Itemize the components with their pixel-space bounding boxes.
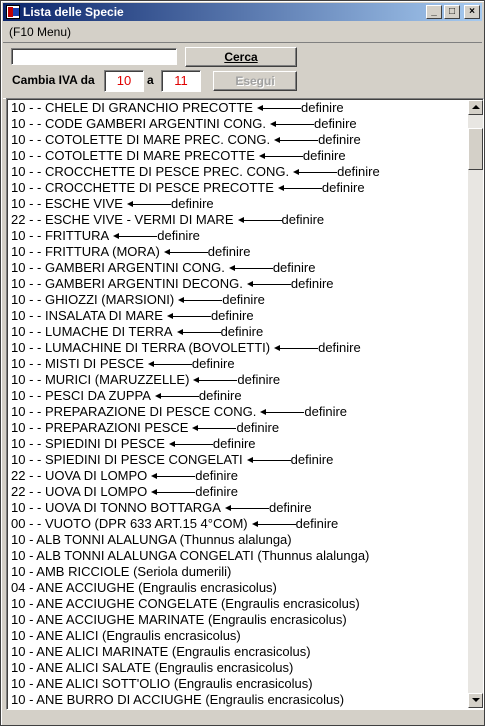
list-item-note: definire bbox=[304, 404, 348, 419]
list-item-text: 10 - - PESCI DA ZUPPA bbox=[11, 388, 151, 403]
list-item[interactable] bbox=[11, 468, 463, 484]
list-item-text: 10 - - MURICI (MARUZZELLE) bbox=[11, 372, 190, 387]
list-item[interactable] bbox=[11, 564, 463, 580]
list-item-text: 10 - - UOVA DI TONNO BOTTARGA bbox=[11, 500, 221, 515]
list-item-text: 10 - - CROCCHETTE DI PESCE PREC. CONG. bbox=[11, 164, 290, 179]
vertical-scrollbar[interactable] bbox=[468, 100, 483, 708]
list-item-note: definire bbox=[295, 516, 339, 531]
menu-hint[interactable]: (F10 Menu) bbox=[9, 25, 72, 39]
list-item[interactable] bbox=[11, 228, 463, 244]
left-arrow-icon bbox=[151, 484, 195, 500]
list-item-note: definire bbox=[272, 260, 316, 275]
left-arrow-icon bbox=[164, 244, 208, 260]
list-item-text: 10 - - INSALATA DI MARE bbox=[11, 308, 163, 323]
list-item-note: definire bbox=[337, 164, 380, 179]
list-item[interactable] bbox=[11, 292, 463, 308]
left-arrow-icon bbox=[127, 196, 171, 212]
list-item-note: definire bbox=[195, 468, 238, 483]
list-item-text: 10 - ALB TONNI ALALUNGA (Thunnus alalunga) bbox=[11, 532, 292, 547]
list-item-text: 10 - - CROCCHETTE DI PESCE PRECOTTE bbox=[11, 180, 274, 195]
status-strip bbox=[3, 710, 482, 723]
list-item-text: 10 - - PREPARAZIONE DI PESCE CONG. bbox=[11, 404, 257, 419]
left-arrow-icon bbox=[113, 228, 157, 244]
list-item-note: definire bbox=[191, 356, 235, 371]
list-item-note: definire bbox=[198, 388, 242, 403]
list-item-note: definire bbox=[220, 324, 264, 339]
list-item[interactable] bbox=[11, 660, 463, 676]
list-item[interactable] bbox=[11, 628, 463, 644]
left-arrow-icon bbox=[229, 260, 273, 276]
list-item[interactable] bbox=[11, 148, 463, 164]
list-item[interactable] bbox=[11, 516, 463, 532]
list-item-text: 10 - ANE ALICI SALATE (Engraulis encrasicolus) bbox=[11, 660, 294, 675]
search-input[interactable] bbox=[11, 48, 177, 65]
list-item-text: 10 - - GAMBERI ARGENTINI CONG. bbox=[11, 260, 225, 275]
list-item[interactable] bbox=[11, 436, 463, 452]
list-item[interactable] bbox=[11, 580, 463, 596]
list-item-text: 10 - AMB RICCIOLE (Seriola dumerili) bbox=[11, 564, 232, 579]
list-item[interactable] bbox=[11, 324, 463, 340]
list-item-note: definire bbox=[210, 308, 254, 323]
left-arrow-icon bbox=[257, 100, 301, 116]
list-item[interactable] bbox=[11, 164, 463, 180]
execute-button[interactable]: Esegui bbox=[213, 71, 297, 91]
list-item[interactable] bbox=[11, 404, 463, 420]
minimize-button[interactable] bbox=[426, 5, 442, 19]
list-item-text: 10 - - SPIEDINI DI PESCE bbox=[11, 436, 165, 451]
left-arrow-icon bbox=[270, 116, 314, 132]
scroll-up-arrow-icon[interactable] bbox=[468, 100, 483, 115]
list-item-text: 10 - - CODE GAMBERI ARGENTINI CONG. bbox=[11, 116, 266, 131]
list-item-text: 10 - - LUMACHE DI TERRA bbox=[11, 324, 173, 339]
list-item-text: 10 - - GHIOZZI (MARSIONI) bbox=[11, 292, 175, 307]
list-item-text: 10 - ANE ALICI (Engraulis encrasicolus) bbox=[11, 628, 241, 643]
left-arrow-icon bbox=[192, 420, 236, 436]
list-item-text: 10 - - COTOLETTE DI MARE PRECOTTE bbox=[11, 148, 255, 163]
maximize-button[interactable] bbox=[444, 5, 460, 19]
left-arrow-icon bbox=[247, 276, 291, 292]
list-item-text: 00 - - VUOTO (DPR 633 ART.15 4°COM) bbox=[11, 516, 248, 531]
list-item-note: definire bbox=[195, 484, 238, 499]
list-item[interactable] bbox=[11, 388, 463, 404]
list-item-note: definire bbox=[212, 436, 256, 451]
list-item[interactable] bbox=[11, 132, 463, 148]
left-arrow-icon bbox=[252, 516, 296, 532]
list-item-text: 10 - ANE ACCIUGHE CONGELATE (Engraulis encrasicolus) bbox=[11, 596, 360, 611]
list-item[interactable] bbox=[11, 276, 463, 292]
left-arrow-icon bbox=[155, 388, 199, 404]
list-item-text: 10 - ALB TONNI ALALUNGA CONGELATI (Thunnus alalunga) bbox=[11, 548, 370, 563]
left-arrow-icon bbox=[238, 212, 282, 228]
list-item-note: definire bbox=[268, 500, 312, 515]
list-item-note: definire bbox=[290, 276, 334, 291]
left-arrow-icon bbox=[247, 452, 291, 468]
left-arrow-icon bbox=[278, 180, 322, 196]
list-item[interactable] bbox=[11, 116, 463, 132]
list-item-text: 10 - - GAMBERI ARGENTINI DECONG. bbox=[11, 276, 243, 291]
list-item-text: 22 - - UOVA DI LOMPO bbox=[11, 468, 148, 483]
list-item[interactable] bbox=[11, 196, 463, 212]
list-item-note: definire bbox=[170, 196, 214, 211]
list-item[interactable] bbox=[11, 692, 463, 708]
list-item[interactable] bbox=[11, 676, 463, 692]
left-arrow-icon bbox=[225, 500, 269, 516]
left-arrow-icon bbox=[177, 324, 221, 340]
list-item-text: 10 - - ESCHE VIVE bbox=[11, 196, 123, 211]
list-item[interactable] bbox=[11, 596, 463, 612]
left-arrow-icon bbox=[274, 340, 318, 356]
list-item[interactable] bbox=[11, 372, 463, 388]
search-button[interactable] bbox=[185, 47, 297, 67]
left-arrow-icon bbox=[148, 356, 192, 372]
maximize-icon: □ bbox=[448, 6, 456, 17]
close-button[interactable] bbox=[464, 5, 480, 19]
list-item[interactable] bbox=[11, 356, 463, 372]
iva-separator-label: a bbox=[147, 73, 154, 87]
left-arrow-icon bbox=[260, 404, 304, 420]
list-item[interactable] bbox=[11, 100, 463, 116]
list-item-note: definire bbox=[290, 452, 334, 467]
list-item[interactable] bbox=[11, 548, 463, 564]
search-button-label: Cerca bbox=[224, 50, 258, 64]
list-item-note: definire bbox=[237, 372, 281, 387]
iva-label: Cambia IVA da bbox=[12, 73, 95, 87]
list-item-note: definire bbox=[207, 244, 251, 259]
left-arrow-icon bbox=[193, 372, 237, 388]
list-item-note: definire bbox=[300, 100, 344, 115]
list-item-text: 10 - - FRITTURA (MORA) bbox=[11, 244, 160, 259]
list-item-note: definire bbox=[318, 132, 361, 147]
list-item[interactable] bbox=[11, 644, 463, 660]
title-bar[interactable] bbox=[3, 3, 482, 21]
list-item-text: 22 - - ESCHE VIVE - VERMI DI MARE bbox=[11, 212, 234, 227]
list-item[interactable] bbox=[11, 420, 463, 436]
list-item-text: 10 - ANE ALICI SOTT'OLIO (Engraulis encrasicolus) bbox=[11, 676, 313, 691]
list-item-note: definire bbox=[302, 148, 346, 163]
list-item[interactable] bbox=[11, 244, 463, 260]
list-item-note: definire bbox=[236, 420, 280, 435]
list-item[interactable] bbox=[11, 500, 463, 516]
list-item[interactable] bbox=[11, 532, 463, 548]
app-icon[interactable] bbox=[6, 5, 20, 19]
list-item-note: definire bbox=[222, 292, 265, 307]
list-item-text: 04 - ANE ACCIUGHE (Engraulis encrasicolus) bbox=[11, 580, 277, 595]
list-item-text: 10 - ANE BURRO DI ACCIUGHE (Engraulis encrasicolus) bbox=[11, 692, 345, 707]
list-item-note: definire bbox=[157, 228, 200, 243]
species-list-rows bbox=[11, 100, 463, 708]
minimize-icon: _ bbox=[431, 6, 437, 17]
list-item-text: 10 - ANE ALICI MARINATE (Engraulis encrasicolus) bbox=[11, 644, 311, 659]
list-item[interactable] bbox=[11, 612, 463, 628]
close-icon: × bbox=[469, 6, 475, 17]
scroll-down-arrow-icon[interactable] bbox=[468, 693, 483, 708]
list-item-text: 10 - - CHELE DI GRANCHIO PRECOTTE bbox=[11, 100, 253, 115]
list-item-text: 10 - - MISTI DI PESCE bbox=[11, 356, 144, 371]
list-item[interactable] bbox=[11, 484, 463, 500]
list-item[interactable] bbox=[11, 340, 463, 356]
left-arrow-icon bbox=[151, 468, 195, 484]
list-item-text: 10 - - PREPARAZIONI PESCE bbox=[11, 420, 189, 435]
scroll-thumb[interactable] bbox=[468, 128, 483, 170]
iva-to-field[interactable]: 11 bbox=[161, 70, 201, 92]
list-item-text: 10 - - COTOLETTE DI MARE PREC. CONG. bbox=[11, 132, 271, 147]
list-item[interactable] bbox=[11, 180, 463, 196]
list-item-note: definire bbox=[318, 340, 361, 355]
list-item-note: definire bbox=[313, 116, 357, 131]
list-item-text: 10 - - FRITTURA bbox=[11, 228, 110, 243]
list-item-text: 10 - - LUMACHINE DI TERRA (BOVOLETTI) bbox=[11, 340, 271, 355]
left-arrow-icon bbox=[259, 148, 303, 164]
window-title: Lista delle Specie bbox=[23, 5, 124, 19]
list-item-text: 10 - - SPIEDINI DI PESCE CONGELATI bbox=[11, 452, 243, 467]
left-arrow-icon bbox=[274, 132, 318, 148]
list-item-note: definire bbox=[321, 180, 365, 195]
list-item-note: definire bbox=[281, 212, 325, 227]
list-item[interactable] bbox=[11, 452, 463, 468]
list-item-text: 22 - - UOVA DI LOMPO bbox=[11, 484, 148, 499]
species-list[interactable] bbox=[6, 98, 484, 710]
left-arrow-icon bbox=[169, 436, 213, 452]
left-arrow-icon bbox=[167, 308, 211, 324]
left-arrow-icon bbox=[178, 292, 222, 308]
list-item[interactable] bbox=[11, 308, 463, 324]
iva-from-field[interactable]: 10 bbox=[104, 70, 144, 92]
list-item-text: 10 - ANE ACCIUGHE MARINATE (Engraulis encrasicolus) bbox=[11, 612, 347, 627]
left-arrow-icon bbox=[293, 164, 337, 180]
list-item[interactable] bbox=[11, 212, 463, 228]
list-item[interactable] bbox=[11, 260, 463, 276]
